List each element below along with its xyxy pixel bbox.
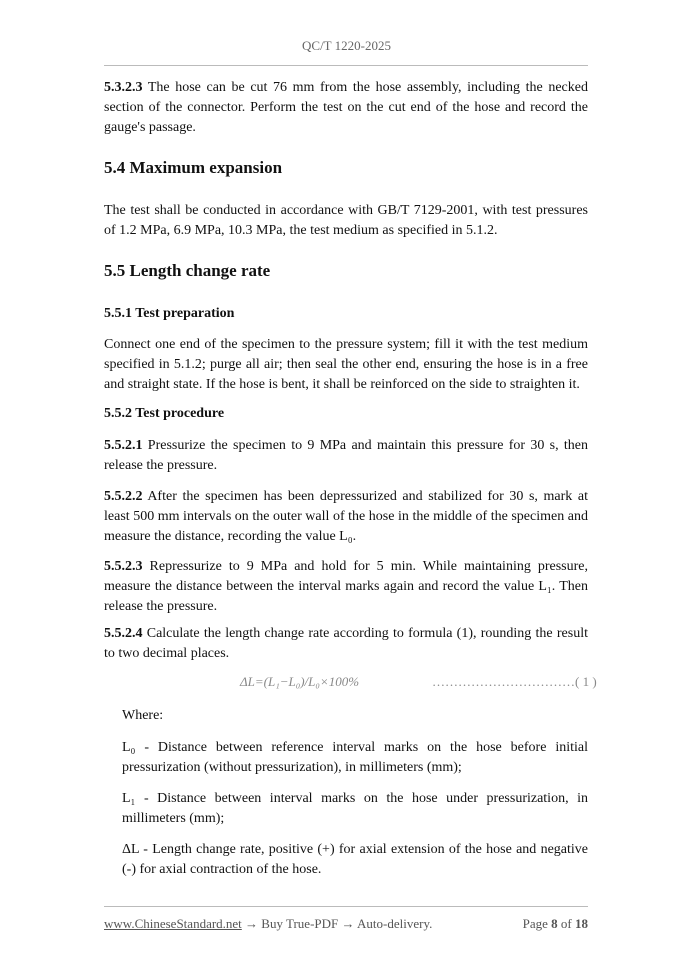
section-heading-5-4: 5.4 Maximum expansion bbox=[104, 158, 283, 177]
formula-1: ΔL=(L₁−L₀)/L₀×100% bbox=[240, 674, 360, 689]
page-indicator bbox=[523, 916, 588, 932]
clause-number: 5.3.2.3 bbox=[104, 80, 143, 95]
clause-5-5-2-3 bbox=[104, 557, 588, 617]
current-page: 8 bbox=[551, 916, 558, 931]
header-divider bbox=[104, 65, 588, 66]
definition-delta-l: ΔL - Length change rate, positive (+) for axial extension of the hose and negative (-) for axial contraction of the hose. bbox=[122, 842, 588, 877]
clause-5-5-2-1 bbox=[104, 436, 588, 476]
definition-l0: L₀ - Distance between reference interval marks on the hose before initial pressurization (without pressurization), in millimeters (mm); bbox=[122, 740, 588, 775]
clause-text: The hose can be cut 76 mm from the hose assembly, including the necked section of the connector. Perform the test on the cut end of the hose and record the gauge's passage. bbox=[104, 80, 588, 135]
clause-text: Pressurize the specimen to 9 MPa and maintain this pressure for 30 s, then release the pressure. bbox=[104, 438, 588, 473]
clause-text: Calculate the length change rate according to formula (1), rounding the result to two decimal places. bbox=[104, 626, 588, 661]
section-5-5-1-text: Connect one end of the specimen to the pressure system; fill it with the test medium specified in 5.1.2; purge all air; then seal the other end, ensuring the hose is in a free and straight state. If the hose is bent, it shall be reinforced on the side to straighten it. bbox=[104, 337, 588, 392]
section-5-4-text: The test shall be conducted in accordance with GB/T 7129-2001, with test pressures of 1.2 MPa, 6.9 MPa, 10.3 MPa, the test medium as specified in 5.1.2. bbox=[104, 203, 588, 238]
subsection-heading-5-5-2: 5.5.2 Test procedure bbox=[104, 406, 225, 421]
website-link[interactable]: www.ChineseStandard.net bbox=[104, 916, 242, 931]
footer-tagline: → Buy True-PDF → Auto-delivery. bbox=[241, 916, 433, 931]
clause-number: 5.5.2.4 bbox=[104, 626, 143, 641]
clause-5-5-2-2 bbox=[104, 487, 588, 547]
footer-divider bbox=[104, 906, 588, 907]
of-label: of bbox=[560, 916, 572, 931]
clause-text: After the specimen has been depressurized and stabilized for 30 s, mark at least 500 mm intervals on the outer wall of the hose in the middle of the specimen and measure the distance, recording the value L₀. bbox=[104, 489, 588, 544]
clause-number: 5.5.2.3 bbox=[104, 559, 143, 574]
subsection-heading-5-5-1: 5.5.1 Test preparation bbox=[104, 306, 235, 321]
total-pages: 18 bbox=[575, 916, 588, 931]
footer bbox=[104, 916, 588, 932]
document-id-header: QC/T 1220-2025 bbox=[302, 38, 391, 53]
definition-l1: L₁ - Distance between interval marks on the hose under pressurization, in millimeters (mm); bbox=[122, 791, 588, 826]
page-label: Page bbox=[522, 916, 548, 931]
formula-number: ……………………………( 1 ) bbox=[432, 674, 597, 689]
section-heading-5-5: 5.5 Length change rate bbox=[104, 261, 271, 280]
clause-number: 5.5.2.2 bbox=[104, 489, 143, 504]
clause-5-5-2-4 bbox=[104, 624, 588, 664]
where-label: Where: bbox=[122, 708, 164, 723]
clause-number: 5.5.2.1 bbox=[104, 438, 143, 453]
clause-5-3-2-3 bbox=[104, 78, 588, 138]
clause-text: Repressurize to 9 MPa and hold for 5 min. While maintaining pressure, measure the distance between the interval marks again and record the value L₁. Then release the pressure. bbox=[104, 559, 588, 614]
